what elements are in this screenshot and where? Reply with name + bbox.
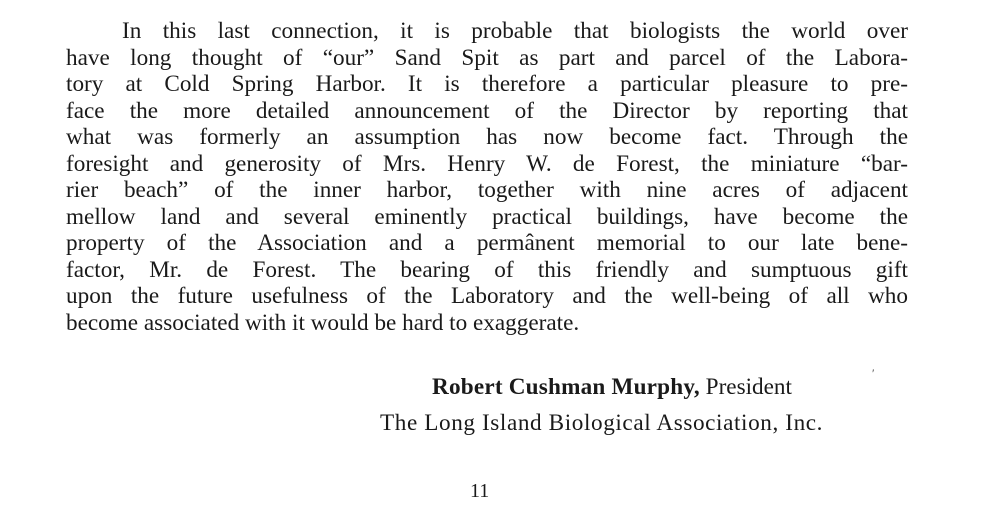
signature-role: President — [705, 374, 792, 400]
paragraph-line: upon the future usefulness of the Laboratory and the well-being of all who — [66, 283, 908, 309]
signature-organization: The Long Island Biological Association, Inc. — [380, 410, 824, 436]
paragraph-line: factor, Mr. de Forest. The bearing of this friendly and sumptuous gift — [66, 256, 908, 283]
paragraph-line: property of the Association and a permânent memorial to our late bene- — [66, 230, 908, 256]
page-number: 11 — [470, 480, 490, 502]
body-paragraph — [66, 18, 908, 336]
paragraph-line: rier beach” of the inner harbor, together with nine acres of adjacent — [66, 177, 908, 203]
signature-name-line — [432, 374, 792, 401]
paragraph-line: what was formerly an assumption has now become fact. Through the — [66, 124, 908, 150]
stray-mark: ′ — [872, 366, 875, 380]
signature-name: Robert Cushman Murphy, — [432, 374, 700, 400]
paragraph-line: foresight and generosity of Mrs. Henry W. de Forest, the miniature “bar- — [66, 150, 908, 177]
paragraph-line: become associated with it would be hard to exaggerate. — [66, 309, 580, 336]
paragraph-line: face the more detailed announcement of the Director by reporting that — [66, 97, 908, 124]
paragraph-line: tory at Cold Spring Harbor. It is therefore a particular pleasure to pre- — [66, 71, 908, 97]
paragraph-line: have long thought of “our” Sand Spit as part and parcel of the Labora- — [66, 44, 908, 71]
paragraph-line: mellow land and several eminently practical buildings, have become the — [66, 203, 908, 230]
paragraph-line: In this last connection, it is probable that biologists the world over — [122, 18, 908, 44]
